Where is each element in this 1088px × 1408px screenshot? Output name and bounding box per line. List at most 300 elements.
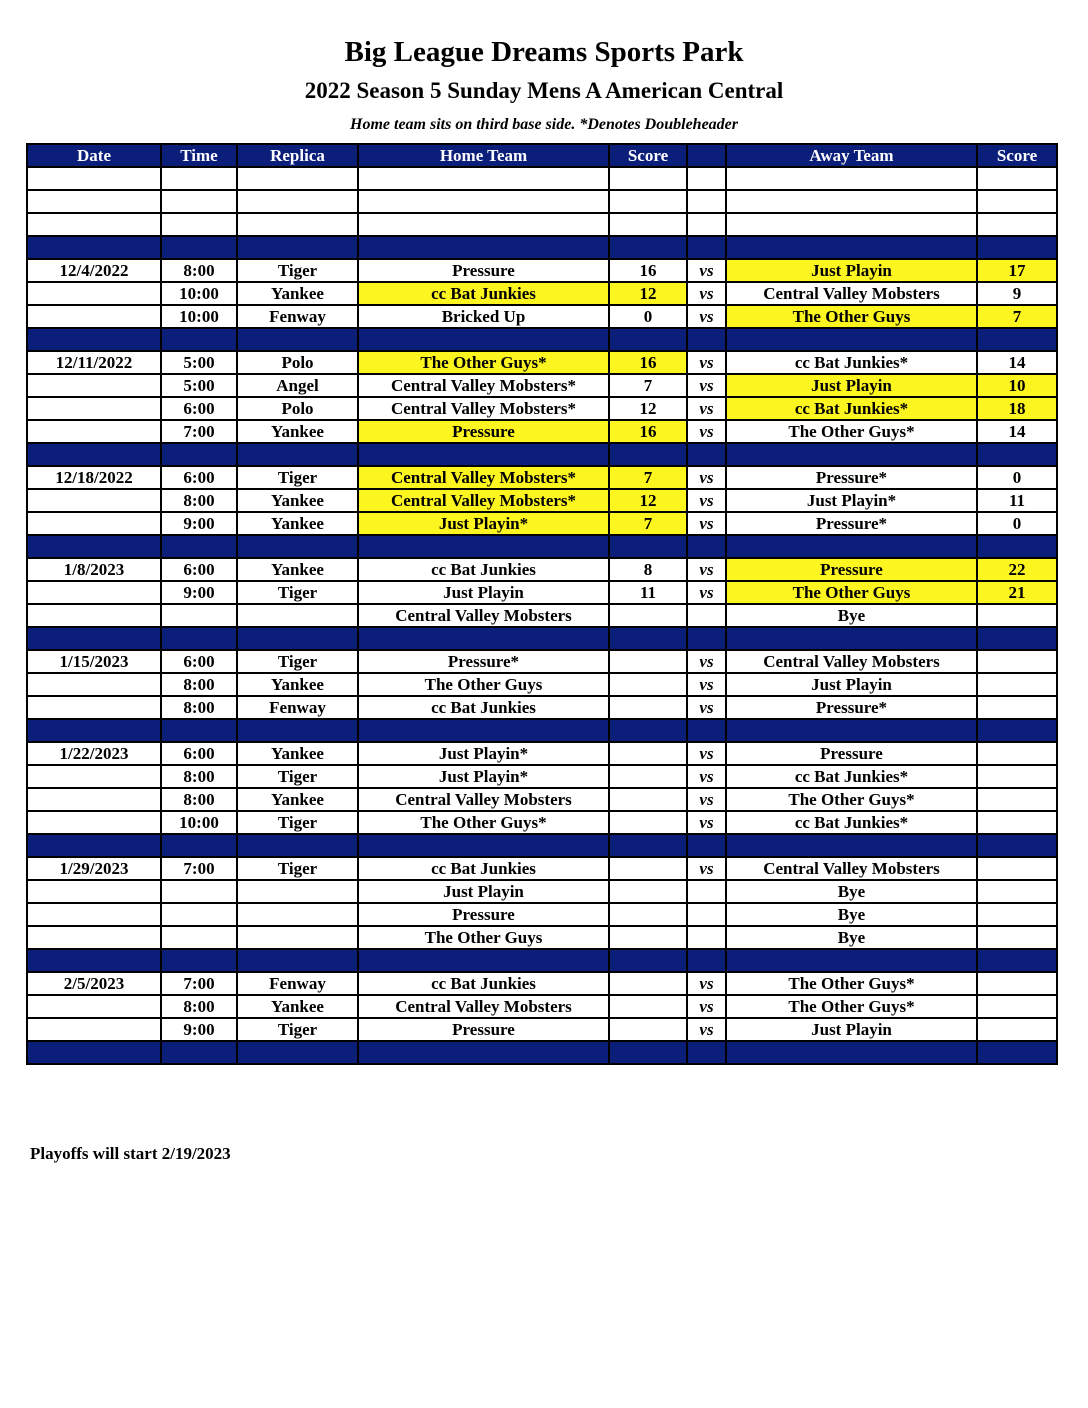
col-vs-header [687, 144, 726, 167]
date-cell [27, 190, 161, 213]
away-score-cell [977, 443, 1057, 466]
date-cell [27, 236, 161, 259]
vs-cell: vs [687, 558, 726, 581]
away-team-cell: Central Valley Mobsters [726, 282, 977, 305]
home-score-cell: 11 [609, 581, 687, 604]
game-row [27, 742, 1057, 765]
away-score-cell [977, 213, 1057, 236]
vs-cell [687, 1041, 726, 1064]
replica-cell: Tiger [237, 1018, 358, 1041]
replica-cell: Yankee [237, 995, 358, 1018]
away-team-cell [726, 236, 977, 259]
time-cell: 7:00 [161, 857, 237, 880]
away-team-cell: Pressure* [726, 512, 977, 535]
date-cell [27, 374, 161, 397]
away-score-cell [977, 696, 1057, 719]
time-cell: 7:00 [161, 420, 237, 443]
home-team-cell: The Other Guys* [358, 811, 609, 834]
home-score-cell [609, 742, 687, 765]
game-row [27, 512, 1057, 535]
game-row [27, 1018, 1057, 1041]
home-team-cell: Central Valley Mobsters* [358, 466, 609, 489]
date-cell [27, 581, 161, 604]
home-score-cell [609, 834, 687, 857]
vs-cell [687, 328, 726, 351]
home-score-cell [609, 1041, 687, 1064]
time-cell: 6:00 [161, 397, 237, 420]
home-team-cell: The Other Guys* [358, 351, 609, 374]
date-cell [27, 213, 161, 236]
date-cell [27, 328, 161, 351]
away-score-cell [977, 167, 1057, 190]
date-cell [27, 834, 161, 857]
away-score-cell: 17 [977, 259, 1057, 282]
replica-cell: Fenway [237, 305, 358, 328]
date-cell [27, 397, 161, 420]
replica-cell [237, 443, 358, 466]
home-score-cell: 12 [609, 282, 687, 305]
home-score-cell [609, 535, 687, 558]
home-team-cell: Pressure [358, 903, 609, 926]
replica-cell: Polo [237, 351, 358, 374]
date-cell [27, 489, 161, 512]
home-team-cell [358, 213, 609, 236]
time-cell [161, 236, 237, 259]
home-score-cell: 16 [609, 420, 687, 443]
date-cell [27, 880, 161, 903]
date-cell [27, 903, 161, 926]
away-team-cell [726, 1041, 977, 1064]
vs-cell: vs [687, 696, 726, 719]
vs-cell: vs [687, 1018, 726, 1041]
time-cell: 7:00 [161, 972, 237, 995]
replica-cell [237, 190, 358, 213]
home-team-cell: Central Valley Mobsters* [358, 489, 609, 512]
home-team-cell [358, 949, 609, 972]
home-team-cell: Pressure [358, 420, 609, 443]
away-score-cell [977, 903, 1057, 926]
home-score-cell: 0 [609, 305, 687, 328]
away-score-cell [977, 719, 1057, 742]
date-cell [27, 719, 161, 742]
col-replica-header: Replica [237, 144, 358, 167]
time-cell: 9:00 [161, 512, 237, 535]
replica-cell [237, 949, 358, 972]
game-row [27, 673, 1057, 696]
game-row [27, 696, 1057, 719]
away-team-cell: The Other Guys [726, 581, 977, 604]
time-cell: 8:00 [161, 696, 237, 719]
home-team-cell: Central Valley Mobsters* [358, 397, 609, 420]
away-score-cell: 21 [977, 581, 1057, 604]
date-cell [27, 811, 161, 834]
page-subtitle: 2022 Season 5 Sunday Mens A American Central [304, 78, 784, 103]
time-cell [161, 880, 237, 903]
home-score-cell [609, 903, 687, 926]
home-team-cell: Just Playin [358, 880, 609, 903]
vs-cell: vs [687, 420, 726, 443]
replica-cell [237, 167, 358, 190]
away-team-cell [726, 535, 977, 558]
away-team-cell: Central Valley Mobsters [726, 857, 977, 880]
game-row [27, 351, 1057, 374]
away-score-cell: 14 [977, 420, 1057, 443]
away-score-cell [977, 742, 1057, 765]
replica-cell: Yankee [237, 558, 358, 581]
vs-cell [687, 627, 726, 650]
vs-cell: vs [687, 512, 726, 535]
col-home-team-header: Home Team [358, 144, 609, 167]
game-row [27, 282, 1057, 305]
away-team-cell [726, 167, 977, 190]
home-score-cell: 12 [609, 489, 687, 512]
away-score-cell: 7 [977, 305, 1057, 328]
home-score-cell: 16 [609, 351, 687, 374]
away-team-cell: Pressure* [726, 466, 977, 489]
vs-cell: vs [687, 489, 726, 512]
time-cell [161, 167, 237, 190]
home-team-cell: cc Bat Junkies [358, 972, 609, 995]
home-team-cell: cc Bat Junkies [358, 857, 609, 880]
vs-cell: vs [687, 305, 726, 328]
vs-cell: vs [687, 581, 726, 604]
week-separator-row [27, 719, 1057, 742]
away-team-cell [726, 213, 977, 236]
game-row [27, 765, 1057, 788]
time-cell [161, 903, 237, 926]
vs-cell: vs [687, 857, 726, 880]
replica-cell [237, 926, 358, 949]
time-cell: 6:00 [161, 742, 237, 765]
vs-cell: vs [687, 972, 726, 995]
home-score-cell [609, 443, 687, 466]
home-score-cell: 8 [609, 558, 687, 581]
home-score-cell [609, 857, 687, 880]
week-separator-row [27, 443, 1057, 466]
away-team-cell: Bye [726, 903, 977, 926]
home-team-cell [358, 190, 609, 213]
date-cell: 1/15/2023 [27, 650, 161, 673]
time-cell [161, 719, 237, 742]
vs-cell: vs [687, 788, 726, 811]
schedule-note: Home team sits on third base side. *Denotes Doubleheader [350, 116, 738, 133]
replica-cell: Yankee [237, 788, 358, 811]
col-home-score-header: Score [609, 144, 687, 167]
date-cell: 1/22/2023 [27, 742, 161, 765]
away-score-cell [977, 535, 1057, 558]
time-cell: 9:00 [161, 1018, 237, 1041]
away-team-cell: Just Playin [726, 259, 977, 282]
time-cell [161, 328, 237, 351]
game-row [27, 811, 1057, 834]
home-team-cell: Just Playin* [358, 765, 609, 788]
week-separator-row [27, 535, 1057, 558]
away-team-cell [726, 834, 977, 857]
blank-row [27, 213, 1057, 236]
vs-cell [687, 949, 726, 972]
vs-cell: vs [687, 673, 726, 696]
home-team-cell: cc Bat Junkies [358, 282, 609, 305]
away-score-cell: 0 [977, 512, 1057, 535]
away-score-cell: 9 [977, 282, 1057, 305]
vs-cell [687, 190, 726, 213]
date-cell: 1/29/2023 [27, 857, 161, 880]
date-cell [27, 627, 161, 650]
home-team-cell: Just Playin [358, 581, 609, 604]
game-row [27, 466, 1057, 489]
home-team-cell [358, 1041, 609, 1064]
home-score-cell: 7 [609, 466, 687, 489]
vs-cell: vs [687, 811, 726, 834]
home-score-cell [609, 696, 687, 719]
date-cell [27, 765, 161, 788]
home-score-cell: 7 [609, 512, 687, 535]
schedule-body [27, 167, 1057, 1064]
home-score-cell [609, 926, 687, 949]
replica-cell [237, 236, 358, 259]
away-team-cell [726, 443, 977, 466]
replica-cell: Tiger [237, 650, 358, 673]
away-score-cell [977, 236, 1057, 259]
away-team-cell: Just Playin [726, 1018, 977, 1041]
replica-cell [237, 834, 358, 857]
week-separator-row [27, 949, 1057, 972]
vs-cell: vs [687, 282, 726, 305]
time-cell: 10:00 [161, 282, 237, 305]
game-row [27, 903, 1057, 926]
time-cell: 9:00 [161, 581, 237, 604]
home-team-cell: The Other Guys [358, 926, 609, 949]
schedule-table [26, 143, 1058, 1065]
time-cell: 6:00 [161, 558, 237, 581]
home-team-cell: The Other Guys [358, 673, 609, 696]
home-team-cell: Central Valley Mobsters [358, 995, 609, 1018]
vs-cell [687, 604, 726, 627]
week-separator-row [27, 1041, 1057, 1064]
home-team-cell [358, 535, 609, 558]
game-row [27, 420, 1057, 443]
home-team-cell: Pressure* [358, 650, 609, 673]
home-team-cell: Just Playin* [358, 512, 609, 535]
away-team-cell: The Other Guys* [726, 972, 977, 995]
vs-cell [687, 167, 726, 190]
away-score-cell [977, 972, 1057, 995]
game-row [27, 650, 1057, 673]
week-separator-row [27, 627, 1057, 650]
replica-cell [237, 880, 358, 903]
replica-cell [237, 535, 358, 558]
time-cell [161, 535, 237, 558]
time-cell: 8:00 [161, 765, 237, 788]
away-team-cell: The Other Guys* [726, 420, 977, 443]
date-cell [27, 788, 161, 811]
playoffs-note: Playoffs will start 2/19/2023 [30, 1144, 231, 1163]
game-row [27, 857, 1057, 880]
date-cell: 1/8/2023 [27, 558, 161, 581]
replica-cell: Tiger [237, 811, 358, 834]
vs-cell [687, 443, 726, 466]
replica-cell [237, 213, 358, 236]
game-row [27, 581, 1057, 604]
away-score-cell [977, 834, 1057, 857]
vs-cell: vs [687, 742, 726, 765]
time-cell: 8:00 [161, 259, 237, 282]
home-team-cell [358, 167, 609, 190]
date-cell: 12/18/2022 [27, 466, 161, 489]
home-score-cell [609, 190, 687, 213]
away-score-cell [977, 1018, 1057, 1041]
home-team-cell: Pressure [358, 259, 609, 282]
game-row [27, 995, 1057, 1018]
vs-cell [687, 236, 726, 259]
replica-cell: Angel [237, 374, 358, 397]
blank-row [27, 167, 1057, 190]
home-team-cell: Central Valley Mobsters [358, 788, 609, 811]
replica-cell: Yankee [237, 282, 358, 305]
away-team-cell: The Other Guys [726, 305, 977, 328]
date-cell [27, 305, 161, 328]
home-team-cell [358, 834, 609, 857]
date-cell [27, 167, 161, 190]
away-score-cell: 11 [977, 489, 1057, 512]
vs-cell [687, 926, 726, 949]
home-score-cell [609, 880, 687, 903]
game-row [27, 604, 1057, 627]
game-row [27, 489, 1057, 512]
game-row [27, 558, 1057, 581]
away-team-cell [726, 719, 977, 742]
away-team-cell: The Other Guys* [726, 788, 977, 811]
away-team-cell: Just Playin [726, 374, 977, 397]
home-team-cell: Central Valley Mobsters [358, 604, 609, 627]
home-score-cell [609, 650, 687, 673]
game-row [27, 926, 1057, 949]
replica-cell [237, 627, 358, 650]
date-cell [27, 420, 161, 443]
away-team-cell: cc Bat Junkies* [726, 351, 977, 374]
home-score-cell: 16 [609, 259, 687, 282]
home-score-cell [609, 949, 687, 972]
home-score-cell [609, 236, 687, 259]
date-cell [27, 535, 161, 558]
away-score-cell: 10 [977, 374, 1057, 397]
time-cell: 10:00 [161, 305, 237, 328]
away-score-cell [977, 926, 1057, 949]
time-cell [161, 1041, 237, 1064]
game-row [27, 305, 1057, 328]
vs-cell: vs [687, 351, 726, 374]
home-score-cell [609, 328, 687, 351]
time-cell [161, 213, 237, 236]
time-cell: 5:00 [161, 351, 237, 374]
replica-cell: Yankee [237, 673, 358, 696]
time-cell [161, 604, 237, 627]
home-score-cell [609, 604, 687, 627]
away-team-cell: Just Playin* [726, 489, 977, 512]
time-cell: 5:00 [161, 374, 237, 397]
away-team-cell: Bye [726, 604, 977, 627]
home-team-cell [358, 236, 609, 259]
away-team-cell [726, 949, 977, 972]
replica-cell: Yankee [237, 489, 358, 512]
date-cell [27, 604, 161, 627]
away-score-cell [977, 995, 1057, 1018]
away-team-cell: The Other Guys* [726, 995, 977, 1018]
date-cell: 12/4/2022 [27, 259, 161, 282]
away-team-cell: cc Bat Junkies* [726, 397, 977, 420]
replica-cell: Fenway [237, 696, 358, 719]
vs-cell: vs [687, 650, 726, 673]
home-team-cell: Bricked Up [358, 305, 609, 328]
home-score-cell [609, 673, 687, 696]
replica-cell: Polo [237, 397, 358, 420]
replica-cell [237, 719, 358, 742]
time-cell: 10:00 [161, 811, 237, 834]
home-score-cell [609, 995, 687, 1018]
time-cell [161, 443, 237, 466]
home-team-cell: cc Bat Junkies [358, 558, 609, 581]
away-score-cell: 14 [977, 351, 1057, 374]
home-score-cell [609, 811, 687, 834]
away-score-cell [977, 880, 1057, 903]
vs-cell: vs [687, 259, 726, 282]
game-row [27, 880, 1057, 903]
time-cell: 8:00 [161, 995, 237, 1018]
away-score-cell [977, 1041, 1057, 1064]
away-team-cell [726, 328, 977, 351]
home-score-cell [609, 213, 687, 236]
date-cell [27, 995, 161, 1018]
vs-cell: vs [687, 374, 726, 397]
away-score-cell: 18 [977, 397, 1057, 420]
home-score-cell: 7 [609, 374, 687, 397]
date-cell [27, 926, 161, 949]
away-team-cell: Just Playin [726, 673, 977, 696]
away-team-cell: Pressure* [726, 696, 977, 719]
time-cell: 8:00 [161, 489, 237, 512]
col-away-team-header: Away Team [726, 144, 977, 167]
replica-cell: Tiger [237, 765, 358, 788]
game-row [27, 972, 1057, 995]
replica-cell: Tiger [237, 581, 358, 604]
home-team-cell [358, 443, 609, 466]
away-score-cell [977, 811, 1057, 834]
vs-cell: vs [687, 995, 726, 1018]
vs-cell: vs [687, 397, 726, 420]
week-separator-row [27, 328, 1057, 351]
blank-row [27, 190, 1057, 213]
away-score-cell [977, 604, 1057, 627]
home-score-cell [609, 719, 687, 742]
time-cell: 8:00 [161, 673, 237, 696]
time-cell: 6:00 [161, 466, 237, 489]
away-score-cell: 22 [977, 558, 1057, 581]
game-row [27, 397, 1057, 420]
time-cell [161, 949, 237, 972]
away-team-cell: Pressure [726, 742, 977, 765]
away-team-cell: Bye [726, 880, 977, 903]
home-team-cell: Just Playin* [358, 742, 609, 765]
away-score-cell [977, 788, 1057, 811]
vs-cell [687, 535, 726, 558]
replica-cell: Yankee [237, 420, 358, 443]
date-cell [27, 696, 161, 719]
away-score-cell [977, 627, 1057, 650]
vs-cell: vs [687, 765, 726, 788]
vs-cell [687, 719, 726, 742]
away-team-cell: cc Bat Junkies* [726, 811, 977, 834]
away-team-cell [726, 190, 977, 213]
